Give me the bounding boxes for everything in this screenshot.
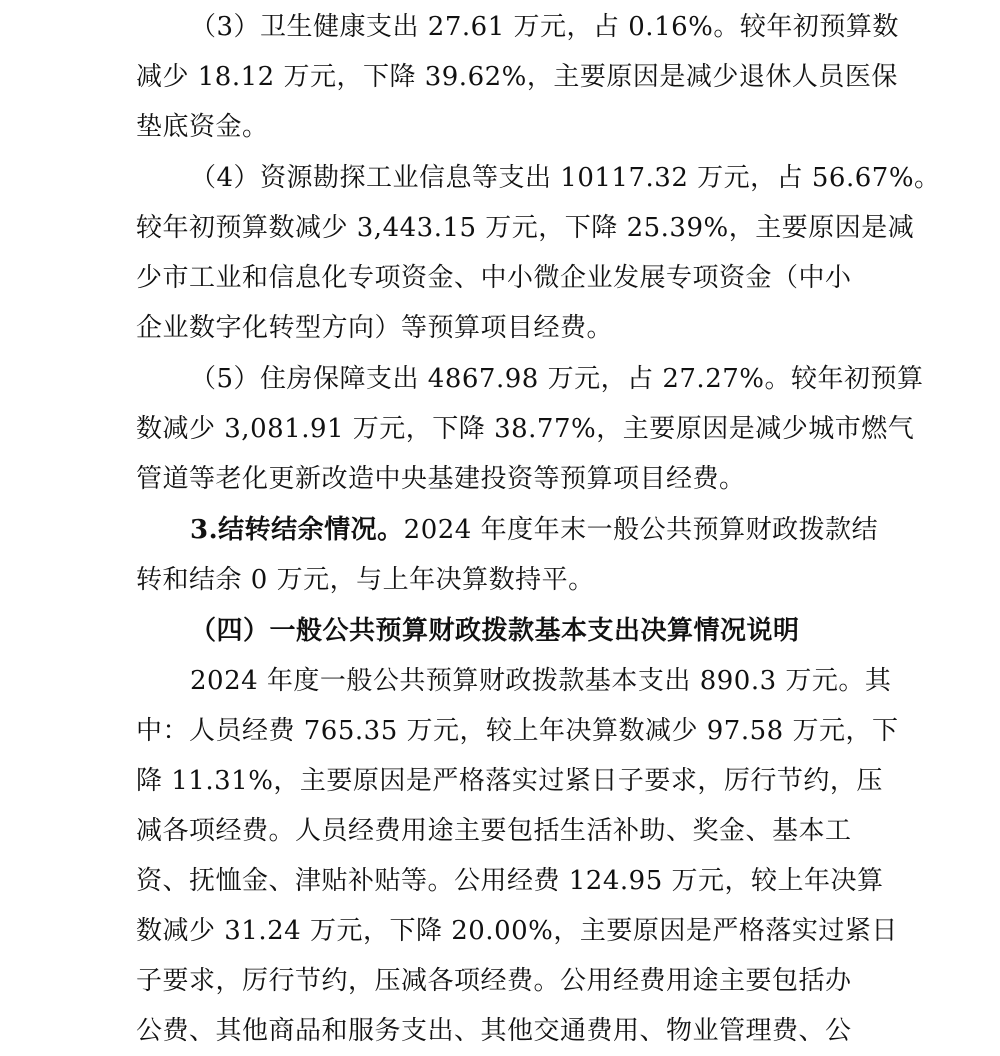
paragraph-line: 子要求，厉行节约，压减各项经费。公用经费用途主要包括办 [136,966,852,996]
paragraph-line: （4）资源勘探工业信息等支出 10117.32 万元，占 56.67%。 [190,163,941,193]
paragraph-line: 垫底资金。 [136,112,269,142]
paragraph-line: 2024 年度一般公共预算财政拨款基本支出 890.3 万元。其 [190,666,892,696]
paragraph-line: （5）住房保障支出 4867.98 万元，占 27.27%。较年初预算 [190,364,924,394]
paragraph-line: 管道等老化更新改造中央基建投资等预算项目经费。 [136,464,746,494]
paragraph-line: 降 11.31%，主要原因是严格落实过紧日子要求，厉行节约，压 [136,766,883,796]
paragraph-line: 数减少 31.24 万元，下降 20.00%，主要原因是严格落实过紧日 [136,916,898,946]
paragraph-line: 企业数字化转型方向）等预算项目经费。 [136,313,614,343]
paragraph-line [190,505,930,555]
paragraph-line: 转和结余 0 万元，与上年决算数持平。 [136,565,595,595]
section-heading: （四）一般公共预算财政拨款基本支出决算情况说明 [190,616,800,646]
paragraph-line: 少市工业和信息化专项资金、中小微企业发展专项资金（中小 [136,263,852,293]
carryover-heading: 3.结转结余情况。 [190,515,404,545]
paragraph-line: （3）卫生健康支出 27.61 万元，占 0.16%。较年初预算数 [190,12,899,42]
paragraph-line: 中：人员经费 765.35 万元，较上年决算数减少 97.58 万元，下 [136,716,899,746]
paragraph-line: 减少 18.12 万元，下降 39.62%，主要原因是减少退休人员医保 [136,62,898,92]
paragraph-line: 数减少 3,081.91 万元，下降 38.77%，主要原因是减少城市燃气 [136,414,915,444]
paragraph-line: 减各项经费。人员经费用途主要包括生活补助、奖金、基本工 [136,816,852,846]
paragraph-line: 资、抚恤金、津贴补贴等。公用经费 124.95 万元，较上年决算 [136,866,884,896]
paragraph-line: 公费、其他商品和服务支出、其他交通费用、物业管理费、公 [136,1016,852,1046]
paragraph-line: 较年初预算数减少 3,443.15 万元，下降 25.39%，主要原因是减 [136,213,915,243]
carryover-text: 2024 年度年末一般公共预算财政拨款结 [403,515,879,545]
